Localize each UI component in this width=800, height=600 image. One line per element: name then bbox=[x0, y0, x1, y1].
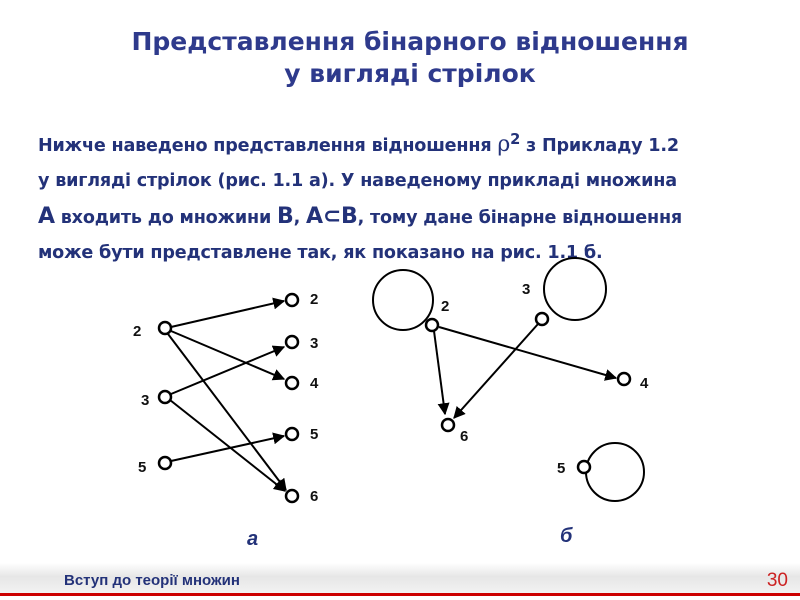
paragraph-text: з Прикладу 1.2 bbox=[520, 135, 679, 156]
diagram-b-nodes bbox=[426, 313, 630, 473]
edge-3-to-6 bbox=[454, 324, 538, 418]
label-b-3: 3 bbox=[522, 281, 531, 298]
set-b: B bbox=[277, 203, 294, 229]
loop-2 bbox=[373, 270, 433, 330]
paragraph-text: , тому дане бінарне відношення bbox=[357, 207, 682, 228]
paragraph-text: входить до множини bbox=[54, 207, 277, 228]
node-5 bbox=[578, 461, 590, 473]
title-line-1: Представлення бінарного відношення bbox=[131, 27, 689, 56]
title-line-2: у вигляді стрілок bbox=[284, 59, 536, 88]
label-left-2: 2 bbox=[133, 323, 142, 340]
label-left-3: 3 bbox=[141, 392, 150, 409]
paragraph-text: , bbox=[293, 207, 301, 228]
edge-2-to-2 bbox=[171, 301, 284, 327]
label-right-2: 2 bbox=[310, 291, 319, 308]
footer-course-title: Вступ до теорії множин bbox=[64, 572, 240, 589]
label-right-4: 4 bbox=[310, 375, 319, 392]
diagram-b-edges bbox=[434, 324, 616, 418]
loop-3 bbox=[544, 258, 606, 320]
edge-5-to-5 bbox=[171, 436, 284, 461]
node-6 bbox=[442, 419, 454, 431]
caption-a: а bbox=[247, 528, 259, 550]
edge-2-to-6 bbox=[434, 331, 445, 414]
label-right-3: 3 bbox=[310, 335, 319, 352]
caption-b: б bbox=[560, 525, 573, 547]
node-right-2 bbox=[286, 294, 298, 306]
node-4 bbox=[618, 373, 630, 385]
label-b-4: 4 bbox=[640, 375, 649, 392]
label-b-2: 2 bbox=[441, 298, 450, 315]
label-right-6: 6 bbox=[310, 488, 319, 505]
paragraph-text: Нижче наведено представлення відношення bbox=[38, 135, 498, 156]
node-right-4 bbox=[286, 377, 298, 389]
loop-5 bbox=[586, 443, 644, 501]
label-b-5: 5 bbox=[557, 460, 566, 477]
paragraph-line-4: може бути представлене так, як показано на рис. 1.1 б. bbox=[38, 242, 603, 263]
label-right-5: 5 bbox=[310, 426, 319, 443]
node-right-3 bbox=[286, 336, 298, 348]
page-number: 30 bbox=[766, 570, 788, 591]
node-3 bbox=[536, 313, 548, 325]
node-left-3 bbox=[159, 391, 171, 403]
diagram-b-loops bbox=[373, 258, 644, 501]
label-left-5: 5 bbox=[138, 459, 147, 476]
label-b-6: 6 bbox=[460, 428, 469, 445]
node-2 bbox=[426, 319, 438, 331]
node-left-2 bbox=[159, 322, 171, 334]
rho-superscript: 2 bbox=[510, 131, 521, 148]
rho-symbol: ρ bbox=[497, 131, 511, 157]
node-left-5 bbox=[159, 457, 171, 469]
node-right-5 bbox=[286, 428, 298, 440]
diagram-a-edges bbox=[168, 301, 286, 491]
subset-expression: A⊂B bbox=[306, 203, 358, 229]
footer-accent-line bbox=[0, 593, 800, 596]
paragraph-line-2: у вигляді стрілок (рис. 1.1 а). У наведеному прикладі множина bbox=[38, 170, 677, 191]
node-right-6 bbox=[286, 490, 298, 502]
set-a: A bbox=[38, 203, 55, 229]
